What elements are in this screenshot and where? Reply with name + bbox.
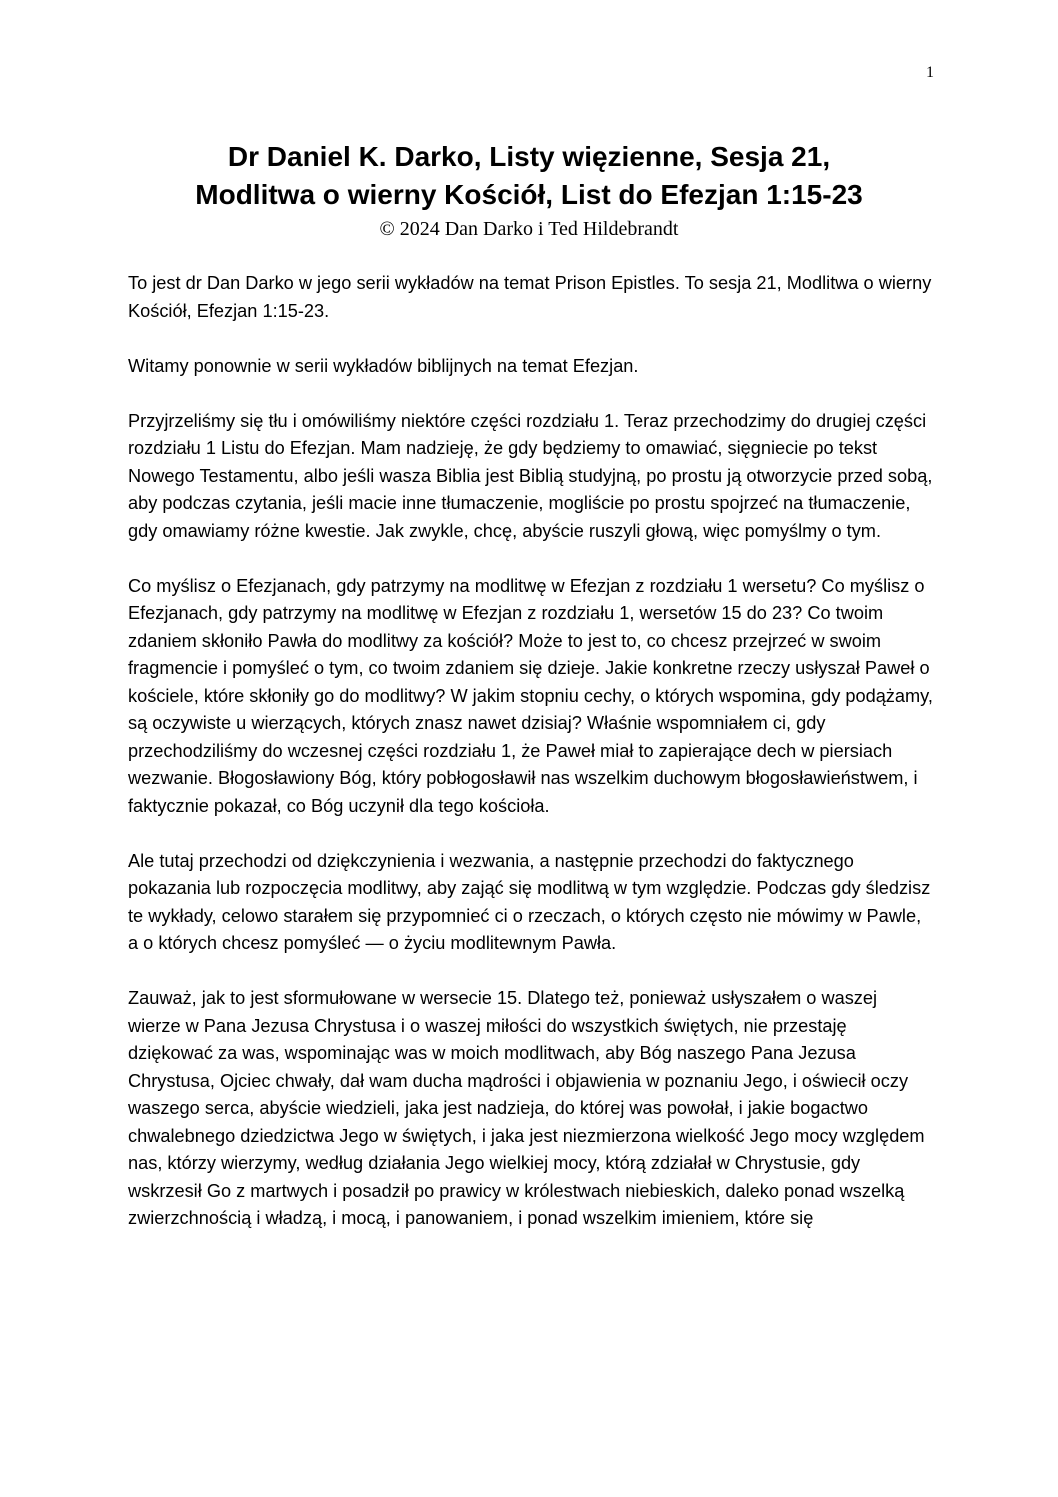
title-line-1: Dr Daniel K. Darko, Listy więzienne, Sesja 21, <box>227 141 831 172</box>
paragraph-overview: Przyjrzeliśmy się tłu i omówiliśmy niektóre części rozdziału 1. Teraz przechodzimy do drugiej części rozdziału 1 Listu do Efezjan. Mam nadzieję, że gdy będziemy to omawiać, sięgniecie po tekst Nowego Testamentu, albo jeśli wasza Biblia jest Biblią studyjną, po prostu ją otworzycie przed sobą, aby podczas czytania, jeśli macie inne tłumaczenie, mogliście po prostu spojrzeć na tłumaczenie, gdy omawiamy różne kwestie. Jak zwykle, chcę, abyście ruszyli głową, więc pomyślmy o tym. <box>128 410 933 541</box>
paragraph-verse-15: Zauważ, jak to jest sformułowane w wersecie 15. Dlatego też, ponieważ usłyszałem o waszej wierze w Pana Jezusa Chrystusa i o waszej miłości do wszystkich świętych, nie przestaję dziękować za was, wspominając was w moich modlitwach, aby Bóg naszego Pana Jezusa Chrystusa, Ojciec chwały, dał wam ducha mądrości i objawienia w poznaniu Jego, i oświecił oczy waszego serca, abyście wiedzieli, jaka jest nadzieja, do której was powołał, i jakie bogactwo chwalebnego dziedzictwa Jego w świętych, i jaka jest niezmierzona wielkość Jego mocy względem nas, którzy wierzymy, według działania Jego wielkiej mocy, którą zdziałał w Chrystusie, gdy wskrzesił Go z martwych i posadził po prawicy w królestwach niebieskich, daleko ponad wszelką zwierzchnością i władzą, i mocą, i panowaniem, i ponad wszelkim imieniem, które się <box>128 988 925 1228</box>
document-title <box>0 138 1058 214</box>
paragraph-questions: Co myślisz o Efezjanach, gdy patrzymy na modlitwę w Efezjan z rozdziału 1 wersetu? Co myślisz o Efezjanach, gdy patrzymy na modlitwę w Efezjan z rozdziału 1, wersetów 15 do 23? Co twoim zdaniem skłoniło Pawła do modlitwy za kościół? Może to jest to, co chcesz przejrzeć w swoim fragmencie i pomyśleć o tym, co twoim zdaniem się dzieje. Jakie konkretne rzeczy usłyszał Paweł o kościele, które skłoniły go do modlitwy? W jakim stopniu cechy, o których wspomina, gdy podążamy, są oczywiste u wierzących, których znasz nawet dzisiaj? Właśnie wspomniałem ci, gdy przechodziliśmy do wczesnej części rozdziału 1, że Paweł miał to zapierające dech w piersiach wezwanie. Błogosławiony Bóg, który pobłogosławił nas wszelkim duchowym błogosławieństwem, i faktycznie pokazał, co Bóg uczynił dla tego kościoła. <box>128 575 933 816</box>
title-line-2: Modlitwa o wierny Kościół, List do Efezjan 1:15-23 <box>195 179 863 210</box>
document-body <box>128 270 934 1260</box>
copyright-notice: © 2024 Dan Darko i Ted Hildebrandt <box>379 218 679 240</box>
page-number: 1 <box>926 64 934 81</box>
paragraph-intro: To jest dr Dan Darko w jego serii wykładów na temat Prison Epistles. To sesja 21, Modlitwa o wierny Kościół, Efezjan 1:15-23. <box>128 273 932 321</box>
paragraph-welcome: Witamy ponownie w serii wykładów biblijnych na temat Efezjan. <box>128 355 639 376</box>
paragraph-transition: Ale tutaj przechodzi od dziękczynienia i wezwania, a następnie przechodzi do faktycznego pokazania lub rozpoczęcia modlitwy, aby zająć się modlitwą w tym względzie. Podczas gdy śledzisz te wykłady, celowo starałem się przypomnieć ci o rzeczach, o których często nie mówimy w Pawle, a o których chcesz pomyśleć — o życiu modlitewnym Pawła. <box>128 850 931 953</box>
